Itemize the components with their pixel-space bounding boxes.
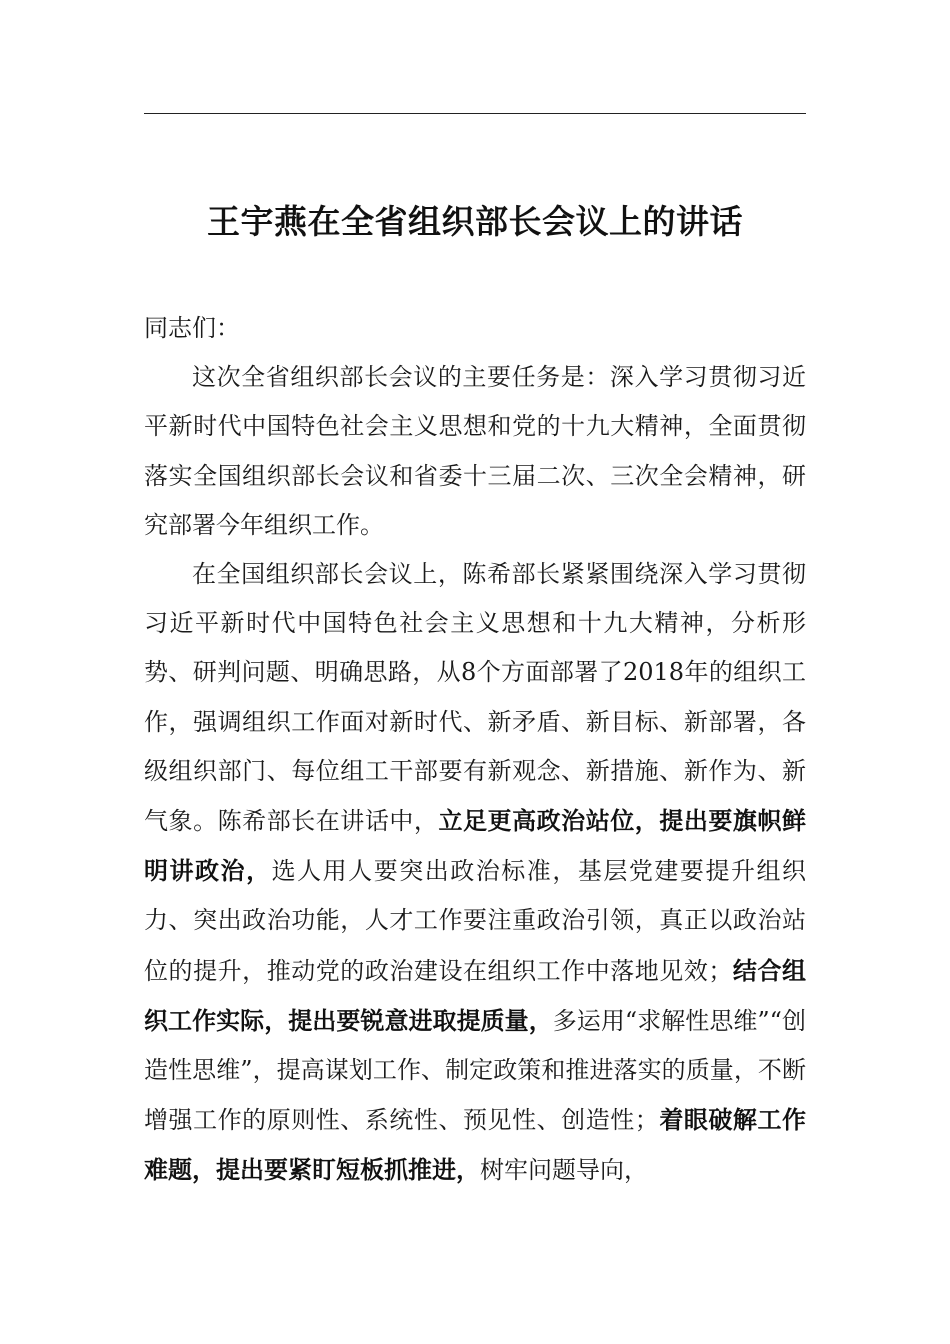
paragraph-2-text-4: 树牢问题导向，	[480, 1156, 648, 1185]
paragraph-2-bold-2: 结合组织工作实际，提出要锐意进取提质量，	[144, 955, 807, 1035]
salutation: 同志们：	[144, 314, 240, 342]
paragraph-2-text-1: 在全国组织部长会议上，陈希部长紧紧围绕深入学习贯彻习近平新时代中国特色社会主义思想和十九大精神，分析形势、研判问题、明确思路，从8个方面部署了2018年的组织工作，强调组织工作面对新时代、新矛盾、新目标、新部署，各级组织部门、每位组工干部要有新观念、新措施、新作为、新气象。陈希部长在讲话中，	[144, 560, 806, 836]
paragraph-1: 这次全省组织部长会议的主要任务是：深入学习贯彻习近平新时代中国特色社会主义思想和党的十九大精神，全面贯彻落实全国组织部长会议和省委十三届二次、三次全会精神，研究部署今年组织工作。	[144, 363, 806, 539]
paragraph-2	[144, 550, 806, 1196]
header-rule	[144, 113, 806, 114]
paragraph-2-bold-3: 着眼破解工作难题，提出要紧盯短板抓推进，	[144, 1105, 807, 1185]
paragraph-2-text-2: 选人用人要突出政治标准，基层党建要提升组织力、突出政治功能，人才工作要注重政治引领，真正以政治站位的提升，推动党的政治建设在组织工作中落地见效；	[144, 857, 807, 985]
document-body	[144, 304, 806, 1196]
document-title: 王宇燕在全省组织部长会议上的讲话	[207, 202, 743, 241]
paragraph-2-bold-1: 立足更高政治站位，提出要旗帜鲜明讲政治，	[144, 806, 807, 886]
paragraph-2-text-3: 多运用“求解性思维”“创造性思维”，提高谋划工作、制定政策和推进落实的质量，不断增强工作的原则性、系统性、预见性、创造性；	[144, 1006, 806, 1135]
